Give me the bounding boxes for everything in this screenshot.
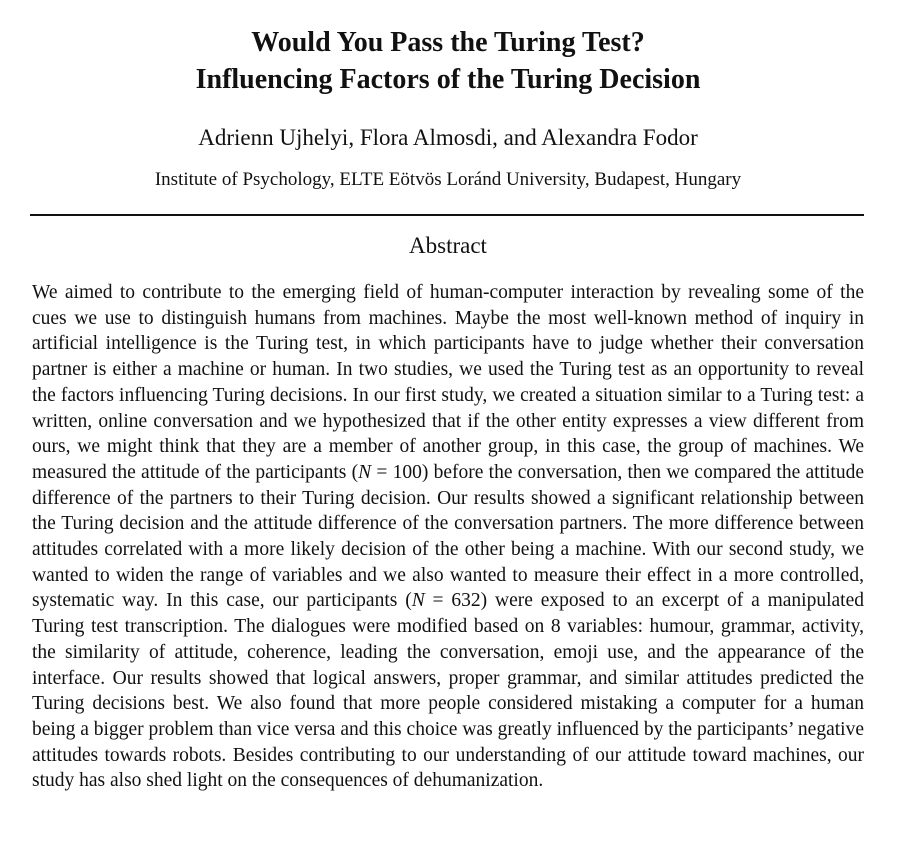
abstract-body xyxy=(32,280,864,794)
sample-size-symbol: N xyxy=(411,590,425,612)
horizontal-divider xyxy=(30,214,864,216)
paper-affiliation: Institute of Psychology, ELTE Eötvös Loránd University, Budapest, Hungary xyxy=(154,169,742,190)
abstract-text-part-1: We aimed to contribute to the emerging field of human-computer interaction by revealing some of the cues we use to distinguish humans from machines. Maybe the most well-known method of inquiry in artificial intelligence is the Turing test, in which participants have to judge whether their conversation partner is either a machine or human. In two studies, we used the Turing test as an opportunity to reveal the factors influencing Turing decisions. In our first study, we created a situation similar to a Turing test: a written, online conversation and we hypothesized that if the other entity expresses a view different from ours, we might think that they are a member of another group, in this case, the group of machines. We measured the attitude of the participants ( xyxy=(32,282,864,483)
paper-title xyxy=(32,24,864,98)
paper-title-line-2: Influencing Factors of the Turing Decision xyxy=(195,64,701,95)
abstract-heading: Abstract xyxy=(409,233,487,258)
paper-authors: Adrienn Ujhelyi, Flora Almosdi, and Alexandra Fodor xyxy=(198,125,698,150)
sample-size-symbol: N xyxy=(358,461,372,483)
abstract-text-part-2: = 100) before the conversation, then we compared the attitude difference of the partners to their Turing decision. Our results showed a significant relationship between the Turing decision and the attitude difference of the conversation partners. The more difference between attitudes correlated with a more likely decision of the other being a machine. With our second study, we wanted to widen the range of variables and we also wanted to measure their effect in a more controlled, systematic way. In this case, our participants ( xyxy=(32,461,864,612)
abstract-text-part-3: = 632) were exposed to an excerpt of a manipulated Turing test transcription. The dialogues were modified based on 8 variables: humour, grammar, activity, the similarity of attitude, coherence, leading the conversation, emoji use, and the appearance of the interface. Our results showed that logical answers, proper grammar, and similar attitudes predicted the Turing decisions best. We also found that more people considered mistaking a computer for a human being a bigger problem than vice versa and this choice was greatly influenced by the participants’ negative attitudes towards robots. Besides contributing to our understanding of our attitude toward machines, our study has also shed light on the consequences of dehumanization. xyxy=(32,590,864,792)
paper-title-line-1: Would You Pass the Turing Test? xyxy=(251,27,645,58)
